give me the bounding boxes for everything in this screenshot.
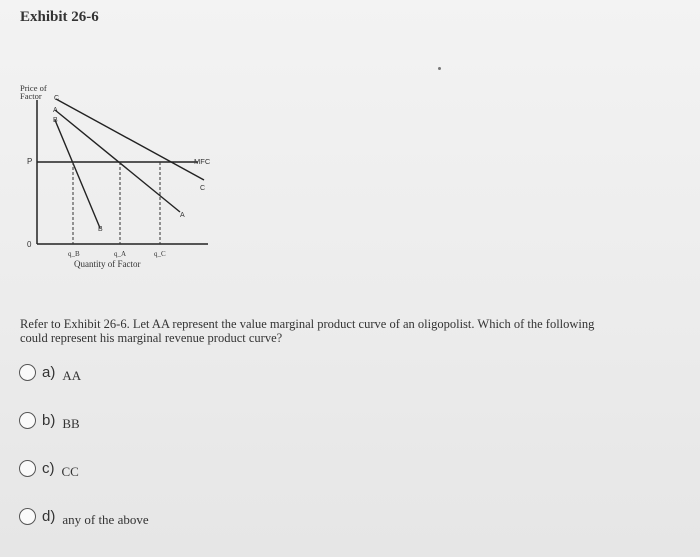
radio-b[interactable] bbox=[19, 412, 36, 429]
tick-qa: q_A bbox=[114, 250, 127, 258]
option-d-letter: d) bbox=[42, 508, 56, 525]
option-a-text: AA bbox=[62, 368, 82, 383]
option-b-letter: b) bbox=[42, 412, 56, 429]
option-a[interactable] bbox=[19, 364, 81, 381]
option-c[interactable] bbox=[19, 460, 79, 477]
option-d-text: any of the above bbox=[62, 512, 149, 527]
tick-qb: q_B bbox=[68, 250, 80, 258]
curve-a bbox=[55, 110, 180, 212]
ylabel-line1: Price of bbox=[20, 83, 47, 93]
option-b-text: BB bbox=[62, 416, 80, 431]
radio-c[interactable] bbox=[19, 460, 36, 477]
b-end-label: B bbox=[98, 226, 103, 233]
curve-label-top-c: C bbox=[54, 95, 60, 102]
curve-c bbox=[56, 99, 204, 180]
a-end-label: A bbox=[180, 212, 185, 219]
radio-a[interactable] bbox=[19, 364, 36, 381]
option-c-text: CC bbox=[61, 464, 79, 479]
curve-label-top-b: B bbox=[53, 117, 58, 124]
curve-b bbox=[55, 120, 100, 228]
ylabel-line2: Factor bbox=[20, 91, 42, 101]
radio-d[interactable] bbox=[19, 508, 36, 525]
option-c-letter: c) bbox=[42, 460, 55, 477]
p-label: P bbox=[27, 157, 33, 166]
option-b[interactable] bbox=[19, 412, 80, 429]
exhibit-title: Exhibit 26-6 bbox=[20, 9, 99, 25]
curve-label-top-a: A bbox=[53, 107, 58, 114]
mfc-label: MFC bbox=[194, 157, 211, 166]
question-text: Refer to Exhibit 26-6. Let AA represent the value marginal product curve of an oligopolist. Which of the following could represent his marginal revenue product curve? bbox=[20, 317, 595, 345]
tick-qc: q_C bbox=[154, 250, 166, 258]
c-end-label: C bbox=[200, 185, 206, 192]
origin-label: 0 bbox=[27, 240, 32, 249]
option-a-letter: a) bbox=[42, 364, 56, 381]
option-d[interactable] bbox=[19, 508, 149, 525]
xlabel: Quantity of Factor bbox=[74, 259, 141, 269]
